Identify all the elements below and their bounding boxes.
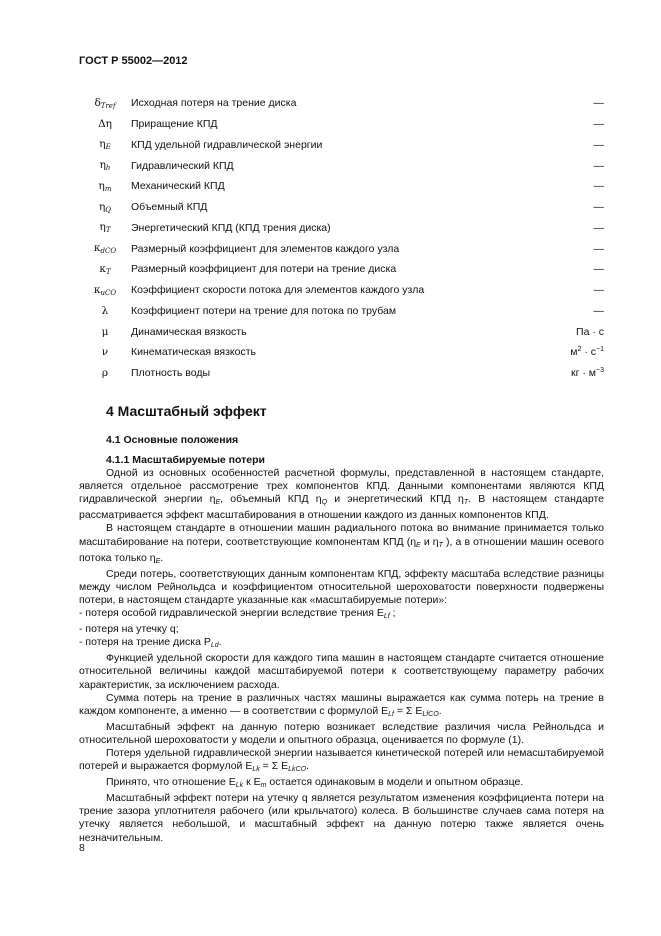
symbol-unit: — [593, 138, 604, 151]
symbol-unit: — [593, 221, 604, 234]
symbol-letter: η [99, 138, 106, 151]
symbol-cell [79, 363, 131, 384]
list-item: - потеря особой гидравлической энергии вследствие трения $E_{Lf}$ ; [79, 607, 396, 621]
symbol-letter: Δη [98, 118, 112, 131]
symbol-cell [79, 301, 131, 322]
paragraph: Одной из основных особенностей расчетной формулы, представленной в настоящем стандарте, является отдельное рассмотрение трех компонентов КПД. Данными компонентами являются КПД гидравлической энергии $\eta_E$, объемный КПД $\eta_Q$ и энергетический КПД $\eta_T$. В настоящем стандарте рассматривается эффект масштабирования в отношении каждого из данных компонентов КПД. [79, 467, 604, 522]
symbol-unit: — [593, 263, 604, 276]
symbol-description: Энергетический КПД (КПД трения диска) [131, 221, 331, 234]
symbol-description: Механический КПД [131, 180, 225, 193]
symbol-unit: — [593, 97, 604, 110]
section-body [79, 454, 604, 845]
symbol-letter: κ [99, 262, 106, 275]
symbol-subscript: uCO [100, 288, 117, 297]
symbol-cell [79, 321, 131, 342]
symbol-row [79, 114, 604, 135]
symbol-row [79, 176, 604, 197]
symbol-letter: η [99, 159, 106, 172]
symbol-unit: — [593, 304, 604, 317]
symbol-row [79, 155, 604, 176]
symbol-unit: — [593, 284, 604, 297]
symbols-table [79, 93, 604, 384]
symbol-unit: — [593, 118, 604, 131]
symbol-description: Кинематическая вязкость [131, 346, 256, 359]
symbol-subscript: E [105, 143, 111, 152]
page-number: 8 [79, 842, 85, 854]
symbol-cell [79, 176, 131, 197]
symbol-letter: ρ [101, 367, 109, 380]
paragraph: Принято, что отношение $E_{Lk}$ к $E_m$ остается одинаковым в модели и опытном образце. [106, 776, 524, 790]
subsubsection-heading: 4.1.1 Масштабируемые потери [106, 454, 266, 466]
symbol-row [79, 93, 604, 114]
paragraph: Сумма потерь на трение в различных частях машины выражается как сумма потерь на трение в каждом компоненте, а именно — в соответствии с формулой $E_{Lf} = \Sigma$ $E_{LfCO}$. [79, 691, 604, 718]
symbol-row [79, 259, 604, 280]
symbol-subscript: T [105, 267, 111, 276]
symbol-subscript: h [105, 164, 111, 173]
symbol-cell [79, 280, 131, 301]
symbol-letter: δ [94, 96, 101, 109]
symbol-unit: — [593, 180, 604, 193]
symbol-cell [79, 238, 131, 259]
symbol-subscript: Q [105, 205, 112, 214]
symbol-subscript: Tref [100, 101, 116, 110]
paragraph: Функцией удельной скорости для каждого типа машин в настоящем стандарте считается отношение относительной величины каждой масштабируемой потери к соответствующему параметру рабочих характеристик, за исключением расхода. [79, 652, 604, 691]
symbol-unit: — [593, 201, 604, 214]
section-heading: 4 Масштабный эффект [106, 403, 267, 419]
symbol-description: Размерный коэффициент для потери на трение диска [131, 263, 397, 276]
symbol-letter: ν [101, 346, 109, 359]
paragraph: Среди потерь, соответствующих данным компонентам КПД, эффекту масштаба вследствие разницы между числом Рейнольдса и коэффициентом относительной шероховатости поверхности подвержены потери, в настоящем стандарте указанные как «масштабируемые потери»: [79, 567, 604, 606]
symbol-cell [79, 342, 131, 363]
symbol-description: Коэффициент скорости потока для элементов каждого узла [131, 284, 425, 297]
symbol-description: Размерный коэффициент для элементов каждого узла [131, 242, 400, 255]
symbol-cell [79, 114, 131, 135]
symbol-subscript: dCO [100, 247, 117, 256]
symbol-letter: λ [101, 304, 109, 317]
document-header: ГОСТ Р 55002—2012 [79, 55, 188, 67]
subsection-heading: 4.1 Основные положения [106, 434, 239, 446]
symbol-unit: кг · $м^{-3}$ [571, 367, 604, 380]
symbol-unit: Па · с [576, 325, 604, 338]
symbol-row [79, 321, 604, 342]
symbol-row [79, 280, 604, 301]
symbol-row [79, 301, 604, 322]
symbol-row [79, 135, 604, 156]
symbol-unit: — [593, 159, 604, 172]
symbol-cell [79, 135, 131, 156]
symbol-description: Плотность воды [131, 367, 211, 380]
paragraph: Масштабный эффект потери на утечку q является результатом изменения коэффициента потери на трение зазора уплотнителя рабочего (или крыльчатого) колеса. В большинстве случаев сама потеря на утечку является небольшой, и масштабный эффект на данную потерю также является очень незначительным. [79, 792, 604, 844]
symbol-description: Динамическая вязкость [131, 325, 247, 338]
symbol-cell [79, 155, 131, 176]
symbol-row [79, 238, 604, 259]
symbol-description: Гидравлический КПД [131, 159, 234, 172]
symbol-subscript: m [104, 184, 112, 193]
symbol-row [79, 218, 604, 239]
symbol-letter: μ [101, 325, 109, 338]
symbol-letter: κ [93, 242, 101, 255]
symbol-description: Исходная потеря на трение диска [131, 97, 297, 110]
symbol-row [79, 363, 604, 384]
symbol-unit: — [593, 242, 604, 255]
symbol-description: КПД удельной гидравлической энергии [131, 138, 323, 151]
symbol-row [79, 197, 604, 218]
symbol-description: Объемный КПД [131, 201, 208, 214]
symbol-description: Коэффициент потери на трение для потока по трубам [131, 304, 397, 317]
symbol-row [79, 342, 604, 363]
symbol-letter: η [99, 221, 106, 234]
symbol-cell [79, 197, 131, 218]
symbol-letter: η [98, 179, 105, 192]
symbol-cell [79, 218, 131, 239]
paragraph: Масштабный эффект на данную потерю возникает вследствие различия числа Рейнольдса и относительной шероховатости у модели и опытного образца, оценивается по формуле (1). [79, 720, 604, 746]
symbol-description: Приращение КПД [131, 118, 218, 131]
paragraph: Потеря удельной гидравлической энергии называется кинетической потерей или немасштабируемой потерей и выражается формулой $E_{Lk} = \Sigma$ $E_{LkCO}$. [79, 746, 604, 774]
list-item: - потеря на утечку q; [79, 623, 179, 636]
symbol-unit: $м^2 \cdot с^{-1}$ [570, 346, 604, 359]
symbol-cell [79, 93, 131, 114]
symbol-cell [79, 259, 131, 280]
symbol-letter: κ [93, 283, 101, 296]
symbol-subscript: T [105, 226, 111, 235]
symbol-letter: η [98, 200, 106, 213]
list-item: - потеря на трение диска $P_{Ld}$. [79, 636, 222, 650]
paragraph: В настоящем стандарте в отношении машин радиального потока во внимание принимается только масштабирование на потери, соответствующие компонентам КПД ($\eta_E$ и $\eta_T$ ), а в отношении машин осевого потока только $\eta_E$. [79, 522, 604, 565]
